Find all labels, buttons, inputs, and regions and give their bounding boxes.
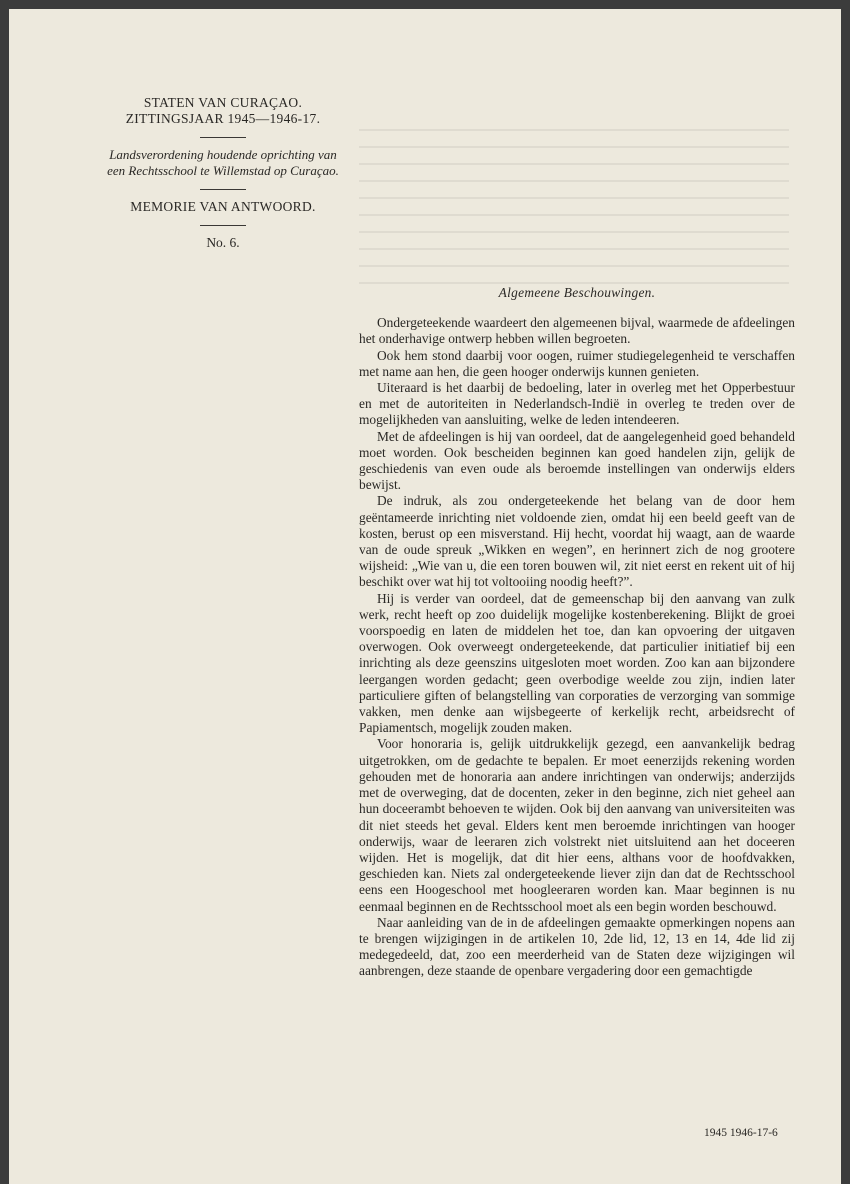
paragraph: Hij is verder van oordeel, dat de gemeenschap bij den aanvang van zulk werk, recht heeft op zoo duidelijk mogelijke kostenberekening. Blijkt de groei voorspoedig en laten de middelen het toe, dan kan opvoering der uitgaven overwogen. Ook overweegt ondergeteekende, dat particulier initiatief bij een inrichting als deze geenszins uitgesloten moet worden. Zoo kan aan bijzondere leergangen worden gedacht; geen overbodige weelde zou zijn, indien later particuliere giften of belangstelling van corporaties de verzorging van sommige vakken, men denke aan wijsbegeerte of kerkelijk recht, arbeidsrecht of Papiamentsch, mogelijk zouden maken. — [359, 590, 795, 736]
paragraph: Naar aanleiding van de in de afdeelingen gemaakte opmerkingen nopens aan te brengen wijzigingen in de artikelen 10, 2de lid, 12, 13 en 14, 4de lid zij medegedeeld, dat, zoo een meerderheid van de Staten deze wijzigingen wil aanbrengen, deze staande de openbare vergadering door een gemachtigde — [359, 914, 795, 979]
header-subtitle-line-2: een Rechtsschool te Willemstad op Curaçao. — [107, 163, 339, 178]
body-text — [359, 285, 795, 980]
page-footer-reference: 1945 1946-17-6 — [704, 1127, 778, 1139]
document-header — [69, 95, 377, 251]
header-title: STATEN VAN CURAÇAO. — [143, 95, 303, 110]
paragraph: De indruk, als zou ondergeteekende het belang van de door hem geëntameerde inrichting niet voldoende zien, omdat hij een beeld geeft van de kosten, berust op een misverstand. Hij hecht, voordat hij waagt, aan de waarde van de oude spreuk „Wikken en wegen”, en herinnert zich de nog grootere wijsheid: „Wie van u, die een toren bouwen wil, zit niet eerst en rekent uit of hij beschikt over wat hij tot voltooiing noodig heeft?”. — [359, 493, 795, 590]
paragraph: Uiteraard is het daarbij de bedoeling, later in overleg met het Opperbestuur en met de autoriteiten in Nederlandsch-Indië in overleg te treden over de mogelijkheden van aansluiting, welke de leden intendeeren. — [359, 380, 795, 428]
paragraph: Ook hem stond daarbij voor oogen, ruimer studiegelegenheid te verschaffen met name aan hen, die geen hooger onderwijs kunnen genieten. — [359, 347, 795, 379]
header-session-year: ZITTINGSJAAR 1945—1946-17. — [125, 111, 321, 126]
document-number: No. 6. — [206, 235, 240, 250]
paragraph: Voor honoraria is, gelijk uitdrukkelijk gezegd, een aanvankelijk bedrag uitgetrokken, om de gedachte te bepalen. Er moet eenerzijds rekening worden gehouden met de honoraria aan andere inrichtingen van onderwijs; anderzijds met de overweging, dat de docenten, zeker in den beginne, zich niet geheel aan hun doceerambt behoeven te wijden. Ook bij den aanvang van universiteiten was dit niet steeds het geval. Elders kent men beroemde inrichtingen van hooger onderwijs, waar de leeraren zich volstrekt niet uitsluitend aan het doceeren wijden. Het is mogelijk, dat dit hier eens, althans voor de hoofdvakken, geschieden kan. Niets zal ondergeteekende liever zijn dan dat de Rechtsschool eens een Hoogeschool met hoogleeraren worden kan. Maar beginnen is nu eenmaal beginnen en de Rechtsschool moet als een begin worden beschouwd. — [359, 736, 795, 914]
document-type: MEMORIE VAN ANTWOORD. — [130, 199, 316, 214]
document-page — [9, 9, 841, 1184]
paragraph: Met de afdeelingen is hij van oordeel, dat de aangelegenheid goed behandeld moet worden. Ook bescheiden beginnen kan goed handelen zijn, gelijk de geschiedenis van even oude als beroemde instellingen van onderwijs elders bewijst. — [359, 428, 795, 493]
section-heading: Algemeene Beschouwingen. — [498, 285, 656, 300]
paragraph: Ondergeteekende waardeert den algemeenen bijval, waarmede de afdeelingen het onderhavige ontwerp hebben willen begroeten. — [359, 315, 795, 347]
header-divider — [200, 189, 246, 190]
header-divider — [200, 225, 246, 226]
header-divider — [200, 137, 246, 138]
header-subtitle-line-1: Landsverordening houdende oprichting van — [109, 147, 337, 162]
bleed-through-text — [359, 129, 789, 289]
